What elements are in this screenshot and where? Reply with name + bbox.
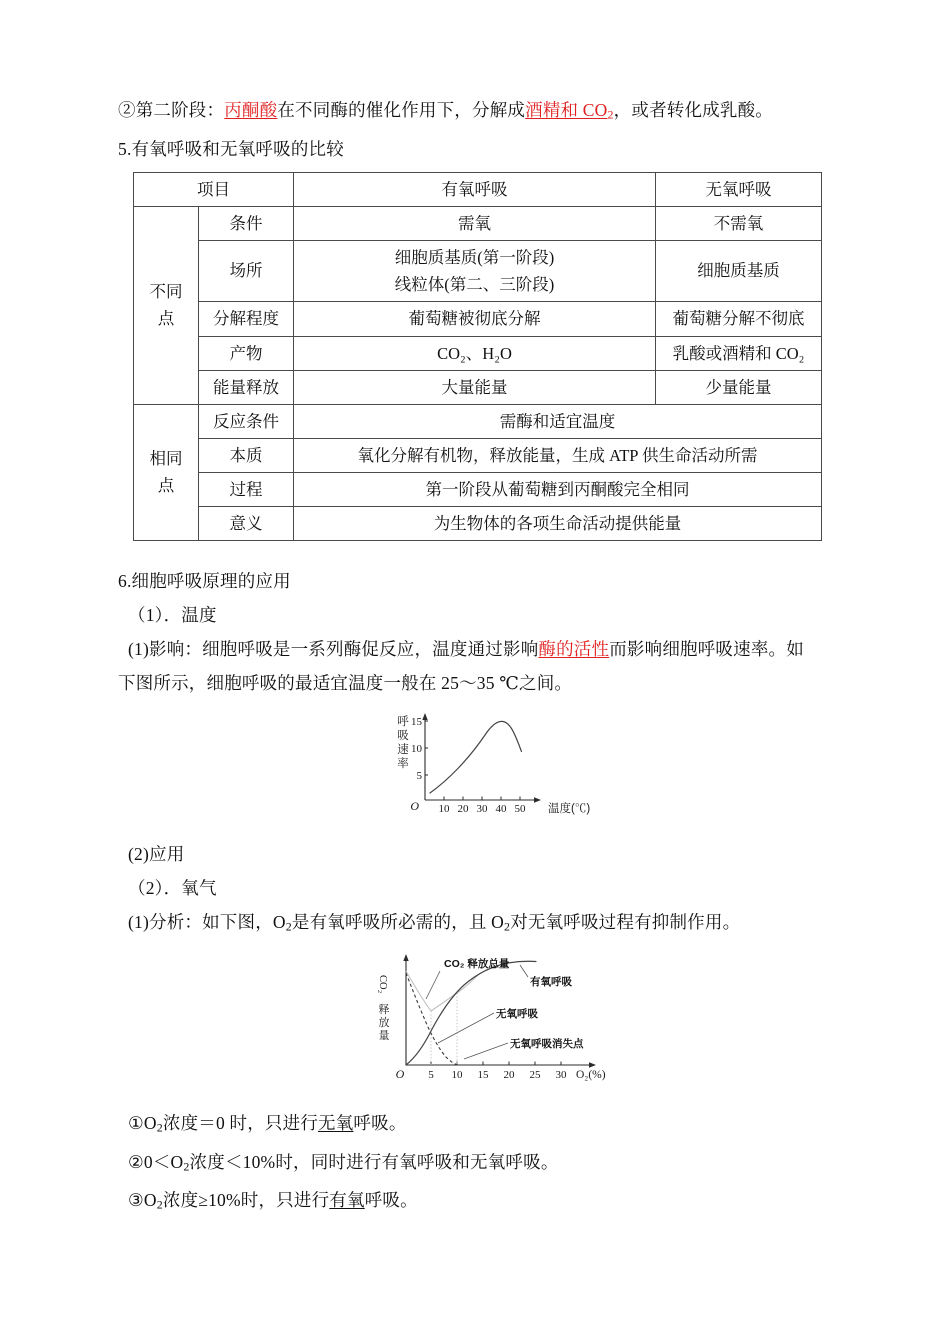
origin-label: O [410,798,419,813]
table-row [134,438,822,472]
paragraph-stage-two [118,96,850,130]
text-segment: $①O_2$浓度＝0 时，只进行 [128,1113,319,1135]
spacer [118,541,850,567]
text-segment: (1)影响：细胞呼吸是一系列酶促反应，温度通过影响 [128,638,539,659]
table-row [134,404,822,438]
row-item: 意义 [199,506,294,540]
paragraph-oxygen-analysis [118,908,850,942]
row-item: 反应条件 [199,404,294,438]
svg-text:量: 量 [378,1030,390,1043]
table-header-aerobic: 有氧呼吸 [294,172,656,206]
row-item: 产物 [199,336,294,370]
heading-section-5: 5.有氧呼吸和无氧呼吸的比较 [118,138,344,159]
highlight-aerobic-3: 有氧 [329,1190,365,1211]
text-segment: 而影响细胞呼吸速率。如 [609,638,804,659]
y-tick-5: 5 [416,769,422,782]
cell-anaerobic: 葡萄糖分解不彻底 [656,301,822,336]
respiration-rate-curve [430,721,522,793]
table-row [134,336,822,370]
x-tick-30: 30 [476,802,488,815]
temperature-respiration-chart [393,710,633,822]
table-header-item: 项目 [134,172,294,206]
paragraph-temperature-effect [118,635,850,664]
y-axis-label [397,715,409,770]
cell-aerobic: 大量能量 [294,370,656,404]
text-segment: 在不同酶的催化作用下，分解成 [277,100,526,120]
cell-aerobic: 葡萄糖被彻底分解 [294,301,656,336]
table-row [134,206,822,240]
table-row [134,506,822,540]
conclusion-1 [118,1109,850,1143]
conclusion-3 [118,1186,850,1220]
chart-svg [368,951,630,1091]
table-row [134,370,822,404]
x-tick-5: 5 [428,1069,434,1082]
svg-text:呼: 呼 [397,715,409,728]
annotation-vanish-point: 无氧呼吸消失点 [510,1038,584,1051]
text-segment: ②第二阶段： [118,100,225,120]
highlight-pyruvate: 丙酮酸 [224,100,278,120]
x-axis-label: O₂(%) [576,1069,606,1082]
y-axis-label-release [379,1003,390,1042]
leader-aerobic [520,965,528,977]
table-row [134,472,822,506]
spacer [118,1099,850,1109]
x-tick-10: 10 [451,1069,463,1082]
svg-text:释: 释 [378,1004,390,1017]
y-axis-arrow [422,713,427,720]
chart-svg [393,710,633,822]
svg-text:放: 放 [378,1017,390,1030]
y-tick-15: 15 [411,715,422,728]
cell-anaerobic: 不需氧 [656,206,822,240]
y-tick-10: 10 [411,742,422,755]
table-row [134,240,822,301]
leader-vanish-point [464,1043,508,1059]
svg-text:速: 速 [397,743,409,756]
leader-anaerobic [438,1013,494,1043]
cell-line-2: 线粒体(第二、三阶段) [394,274,555,294]
group-label-differences: 不同 点 [134,206,199,404]
cell-aerobic: 需氧 [294,206,656,240]
cell-merged: 氧化分解有机物，释放能量，生成 ATP 供生命活动所需 [294,438,822,472]
cell-anaerobic: 少量能量 [656,370,822,404]
group-label-similarities: 相同 点 [134,404,199,540]
origin-label: O [395,1067,405,1082]
row-item: 过程 [199,472,294,506]
subheading-temperature: （1）．温度 [128,604,217,625]
paragraph-application: (2)应用 [128,843,185,864]
paragraph-temperature-effect-cont: 下图所示，细胞呼吸的最适宜温度一般在 25～35 ℃之间。 [118,672,573,693]
table-header-anaerobic: 无氧呼吸 [656,172,822,206]
annotation-total-co2: CO₂ 释放总量 [444,958,510,971]
row-item: 分解程度 [199,301,294,336]
cell-anaerobic: 细胞质基质 [656,240,822,301]
y-axis-label-co2: CO₂ [377,975,388,994]
text-segment: $③O_2$浓度≥10%时，只进行 [128,1190,330,1213]
x-tick-10: 10 [438,802,450,815]
x-tick-40: 40 [495,802,507,815]
text-segment: 呼吸。 [364,1190,418,1211]
text-segment: ，或者转化成乳酸。 [613,100,773,120]
svg-text:率: 率 [397,757,409,770]
cell-anaerobic: 乳酸或酒精和 CO₂ [656,336,822,370]
cell-line-1: 细胞质基质(第一阶段) [394,247,555,267]
total-co2-curve [406,971,478,1011]
heading-section-6: 6.细胞呼吸原理的应用 [118,570,291,591]
cell-aerobic: CO₂、H₂O [294,336,656,370]
oxygen-co2-release-chart [368,951,630,1091]
annotation-aerobic: 有氧呼吸 [530,976,572,989]
table-header-row [134,172,822,206]
x-tick-25: 25 [529,1069,541,1082]
cell-merged: 第一阶段从葡萄糖到丙酮酸完全相同 [294,472,822,506]
y-axis-arrow [403,954,408,961]
highlight-enzyme-activity: 酶的活性 [538,638,610,659]
x-tick-50: 50 [514,802,526,815]
anaerobic-curve [406,973,457,1065]
comparison-table [133,172,822,541]
x-axis-arrow [534,797,541,802]
annotation-anaerobic: 无氧呼吸 [496,1008,538,1021]
row-item: 能量释放 [199,370,294,404]
highlight-anaerobic-1: 无氧 [318,1113,354,1134]
x-tick-20: 20 [503,1069,515,1082]
x-axis-label: 温度(℃) [548,802,591,815]
x-tick-20: 20 [457,802,469,815]
subheading-oxygen: （2）．氧气 [128,877,217,898]
svg-text:吸: 吸 [397,729,409,742]
highlight-alcohol-co2: 酒精和 $CO_2$ [525,100,614,122]
row-item: 场所 [199,240,294,301]
x-tick-30: 30 [555,1069,567,1082]
cell-merged: 需酶和适宜温度 [294,404,822,438]
leader-total [426,971,440,999]
x-tick-15: 15 [477,1069,489,1082]
text-segment: 呼吸。 [353,1113,407,1134]
x-axis-arrow [589,1063,596,1068]
row-item: 本质 [199,438,294,472]
text-segment: $②0<O_2$浓度＜10%时，同时进行有氧呼吸和无氧呼吸。 [128,1151,559,1174]
cell-aerobic [294,240,656,301]
row-item: 条件 [199,206,294,240]
table-row [134,301,822,336]
cell-merged: 为生物体的各项生命活动提供能量 [294,506,822,540]
text-segment: (1)分析：如下图，$O_2$是有氧呼吸所必需的，且 $O_2$对无氧呼吸过程有抑制作用。 [128,911,741,934]
spacer [118,830,850,840]
conclusion-2 [118,1148,850,1182]
